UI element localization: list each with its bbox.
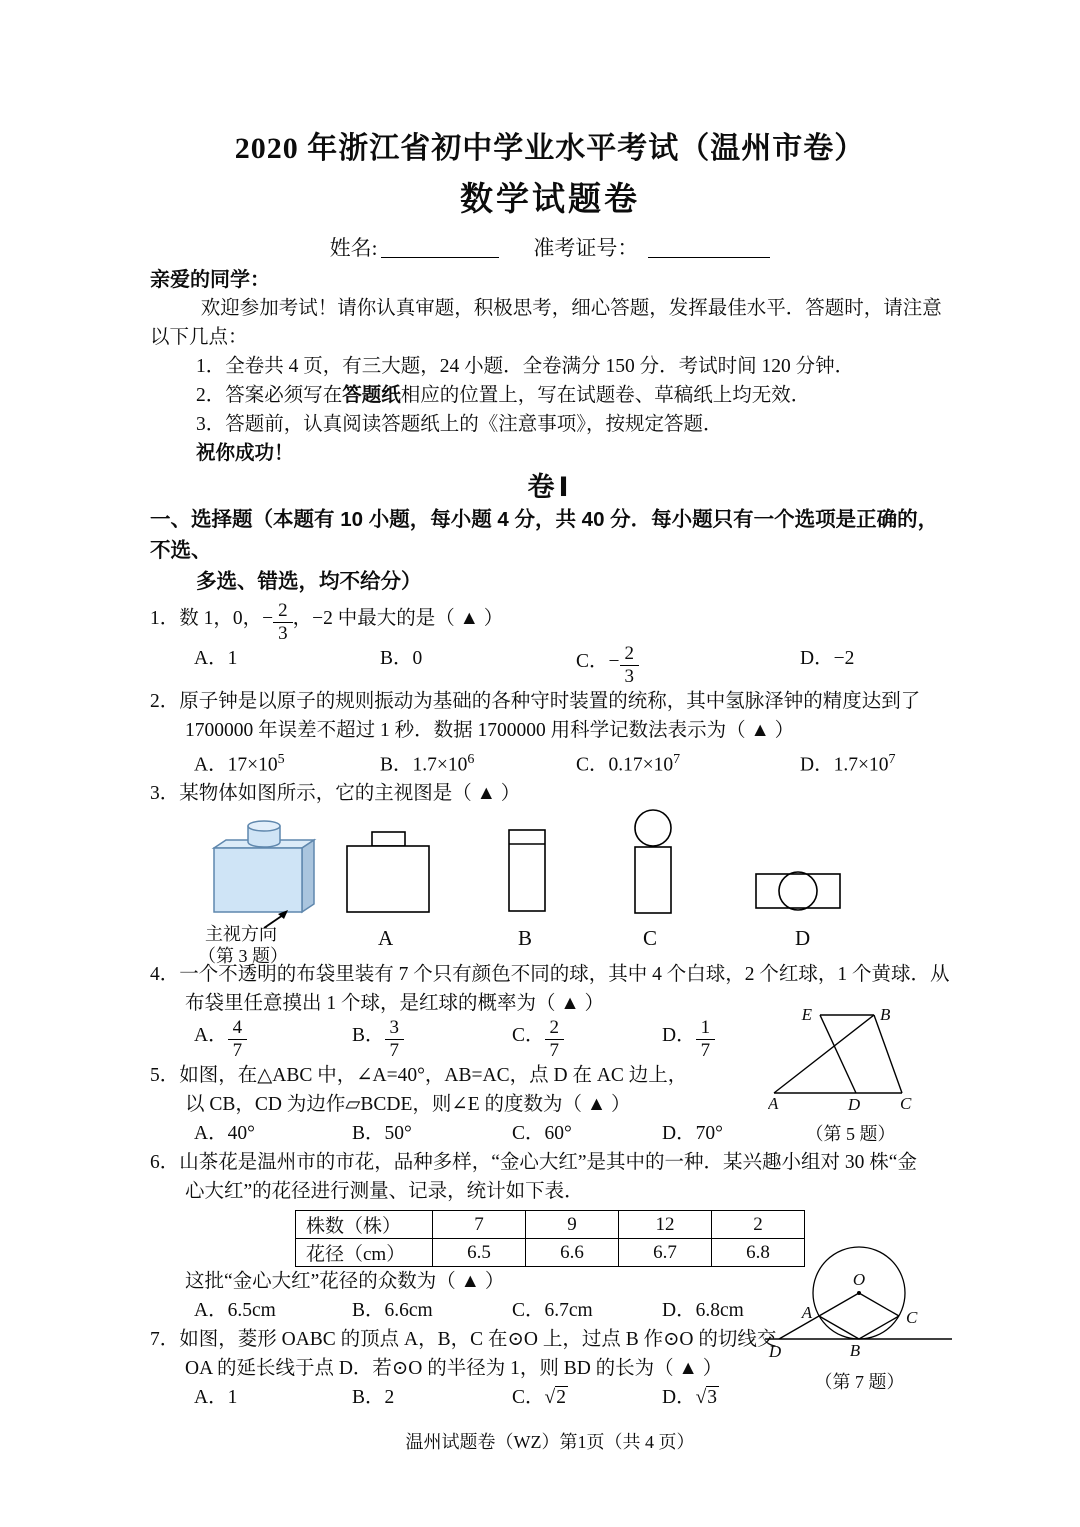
note-2 [150,381,950,410]
question-1-options [150,644,950,687]
q1-option-c-label: C．− [576,650,620,672]
table-row [296,1211,805,1239]
q7-option-d-label: D． [662,1387,696,1409]
q1-option-d: D．−2 [800,647,855,669]
q2-option-d-base: D．1.7×10 [800,754,889,776]
question-6-stem-line-1: 6．山茶花是温州市的市花，品种多样，“金心大红”是其中的一种．某兴趣小组对 30 株“金 [150,1152,917,1174]
q6-row2-cell: 6.6 [526,1239,619,1267]
q7-figure-caption: （第 7 题） [814,1372,905,1392]
question-4-stem-line-1: 4．一个不透明的布袋里装有 7 个只有颜色不同的球，其中 4 个白球，2 个红球，1 个黄球．从 [150,964,950,986]
q4-option-b-label: B． [352,1025,385,1047]
q6-option-a: A．6.5cm [194,1300,276,1322]
page-title: 2020 年浙江省初中学业水平考试（温州市卷） [234,132,866,165]
note-2-post: 相应的位置上，写在试题卷、草稿纸上均无效． [400,385,811,406]
exam-id-blank [648,236,770,258]
q6-row1-cell: 12 [619,1211,712,1239]
q3-view-direction-label: 主视方向 [205,924,277,945]
q5-option-c: C．60° [512,1123,572,1145]
q7-option-c [512,1383,662,1412]
candidate-info-line [150,232,950,262]
q7-figure-drawing [762,1243,957,1361]
q2-option-d-exponent: 7 [888,751,896,767]
q3-option-c-letter: C [643,926,658,951]
q2-option-a-exponent: 5 [277,751,285,767]
radical-sign: √ [544,1387,556,1409]
q3-option-d-letter: D [795,926,811,951]
fraction [385,1018,405,1061]
q4-option-c [512,1018,662,1061]
fraction-denominator: 7 [389,1040,400,1062]
q7-figure [762,1243,957,1394]
q5-figure-caption: （第 5 题） [805,1124,896,1144]
q5-label-e: E [801,1005,812,1024]
q5-label-d: D [847,1095,861,1113]
fraction-numerator: 3 [385,1018,405,1040]
q4-option-c-label: C． [512,1025,545,1047]
q6-row2-cell: 6.5 [433,1239,526,1267]
q7-label-c: C [906,1308,918,1327]
question-1-stem [150,601,950,644]
radical-expression [545,1386,568,1408]
q4-option-a [194,1018,352,1061]
q6-option-b: B．6.6cm [352,1300,433,1322]
q7-label-d: D [768,1342,782,1361]
note-3: 3．答题前，认真阅读答题纸上的《注意事项》，按规定答题． [196,414,723,435]
q6-row1-header: 株数（株） [296,1211,433,1239]
note-2-emphasis: 答题纸 [342,384,401,406]
q6-row2-header: 花径（cm） [296,1239,433,1267]
fraction [273,601,293,644]
q1-option-b: B．0 [380,647,423,669]
q2-option-b-base: B．1.7×10 [380,754,468,776]
name-blank [381,236,499,258]
q3-figure-caption: （第 3 题） [198,946,288,967]
q2-option-d [800,745,950,780]
q3-option-b-shape [505,828,549,914]
q6-row1-cell: 7 [433,1211,526,1239]
question-4-stem-line-2: 布袋里任意摸出 1 个球，是红球的概率为（ ▲ ） [185,993,605,1015]
question-2-stem-line-1: 2．原子钟是以原子的规则振动为基础的各种守时装置的统称，其中氢脉泽钟的精度达到了 [150,690,921,712]
fraction-numerator: 2 [545,1018,565,1040]
note-2-pre: 2．答案必须写在 [196,385,343,406]
q4-option-b [352,1018,512,1061]
fraction-numerator: 1 [696,1018,716,1040]
q5-figure [768,1003,933,1146]
q2-option-c [576,745,800,780]
fraction [228,1018,248,1061]
question-2-options [150,745,950,780]
subject-title: 数学试题卷 [460,180,640,217]
note-1: 1．全卷共 4 页，有三大题，24 小题．全卷满分 150 分．考试时间 120 分钟． [196,356,855,377]
q2-option-a [194,745,380,780]
q4-option-d-label: D． [662,1025,696,1047]
fraction [620,644,640,687]
radical-sign: √ [695,1387,707,1409]
radicand: 3 [707,1387,718,1409]
q6-option-c: C．6.7cm [512,1300,593,1322]
q1-option-a: A．1 [194,647,238,669]
fraction [696,1018,716,1061]
q5-label-a: A [768,1094,779,1113]
fraction-denominator: 7 [700,1040,711,1062]
q7-label-o: O [852,1270,866,1289]
q1-stem-pre: 1．数 1，0，− [150,607,274,629]
q3-option-d-shape [753,870,845,914]
question-5-stem-line-2: 以 CB，CD 为边作▱BCDE，则∠E 的度数为（ ▲ ） [185,1094,631,1116]
question-3-figure-row [150,808,950,967]
fraction-denominator: 3 [278,622,288,644]
q6-option-d: D．6.8cm [662,1300,744,1322]
q6-row1-cell: 2 [712,1211,805,1239]
q3-option-a-shape [343,830,433,914]
q1-stem-post: ，−2 中最大的是（ ▲ ） [292,607,504,629]
q5-option-b: B．50° [352,1123,412,1145]
q3-option-c-shape [630,808,676,916]
fraction-denominator: 7 [549,1040,560,1062]
table-row [296,1239,805,1267]
q7-label-a: A [801,1303,813,1322]
q6-row1-cell: 9 [526,1211,619,1239]
page-footer: 温州试题卷（WZ）第1页（共 4 页） [405,1432,695,1453]
q5-option-a: A．40° [194,1123,255,1145]
intro-line-1: 欢迎参加考试！请你认真审题，积极思考，细心答题，发挥最佳水平．答题时，请注意 [200,298,942,319]
q3-option-a-letter: A [378,926,394,951]
fraction-numerator: 2 [620,644,640,666]
question-2-stem-line-2: 1700000 年误差不超过 1 秒．数据 1700000 用科学记数法表示为（ ▲ ） [185,719,795,741]
q6-statistics-table [295,1210,805,1267]
q1-option-c [576,644,800,687]
intro-line-2: 以下几点： [150,327,248,348]
q2-option-c-exponent: 7 [673,751,681,767]
section-heading-line-1: 一、选择题（本题有 10 小题，每小题 4 分，共 40 分．每小题只有一个选项是正确的，不选、 [150,508,939,562]
fraction-numerator: 4 [228,1018,248,1040]
q2-option-c-base: C．0.17×10 [576,754,674,776]
radical-expression [696,1386,719,1408]
q4-option-a-label: A． [194,1025,228,1047]
q7-option-c-label: C． [512,1387,545,1409]
q6-row2-cell: 6.7 [619,1239,712,1267]
q2-option-b-exponent: 6 [467,751,475,767]
fraction-denominator: 3 [624,665,635,687]
q7-label-b: B [849,1341,861,1360]
exam-id-label: 准考证号： [533,236,639,260]
question-7-stem-line-2: OA 的延长线于点 D．若⊙O 的半径为 1，则 BD 的长为（ ▲ ） [185,1358,723,1380]
fraction [545,1018,565,1061]
part-title: 卷Ⅰ [527,472,573,502]
question-6-stem-line-3: 这批“金心大红”花径的众数为（ ▲ ） [185,1271,505,1293]
question-6-stem-line-2: 心大红”的花径进行测量、记录，统计如下表． [185,1181,584,1203]
greeting: 亲爱的同学： [150,269,270,291]
q2-option-b [380,745,576,780]
wish: 祝你成功！ [196,442,294,464]
question-7-stem-line-1: 7．如图，菱形 OABC 的顶点 A，B，C 在⊙O 上，过点 B 作⊙O 的切线交 [150,1329,777,1351]
q7-option-b: B．2 [352,1387,395,1409]
q2-option-a-base: A．17×10 [194,754,278,776]
q5-label-c: C [900,1094,912,1113]
fraction-numerator: 2 [273,601,293,623]
question-5-stem-line-1: 5．如图，在△ABC 中，∠A=40°，AB=AC，点 D 在 AC 边上， [150,1065,688,1087]
q6-row2-cell: 6.8 [712,1239,805,1267]
q5-label-b: B [880,1005,891,1024]
question-3-stem: 3．某物体如图所示，它的主视图是（ ▲ ） [150,783,521,805]
fraction-denominator: 7 [232,1040,243,1062]
q3-option-b-letter: B [518,926,533,951]
q5-figure-drawing [768,1003,928,1113]
q5-option-d: D．70° [662,1123,723,1145]
name-label: 姓名: [329,236,378,260]
section-heading-line-2: 多选、错选，均不给分） [196,570,422,593]
radicand: 2 [556,1387,566,1409]
q7-option-a: A．1 [194,1387,238,1409]
